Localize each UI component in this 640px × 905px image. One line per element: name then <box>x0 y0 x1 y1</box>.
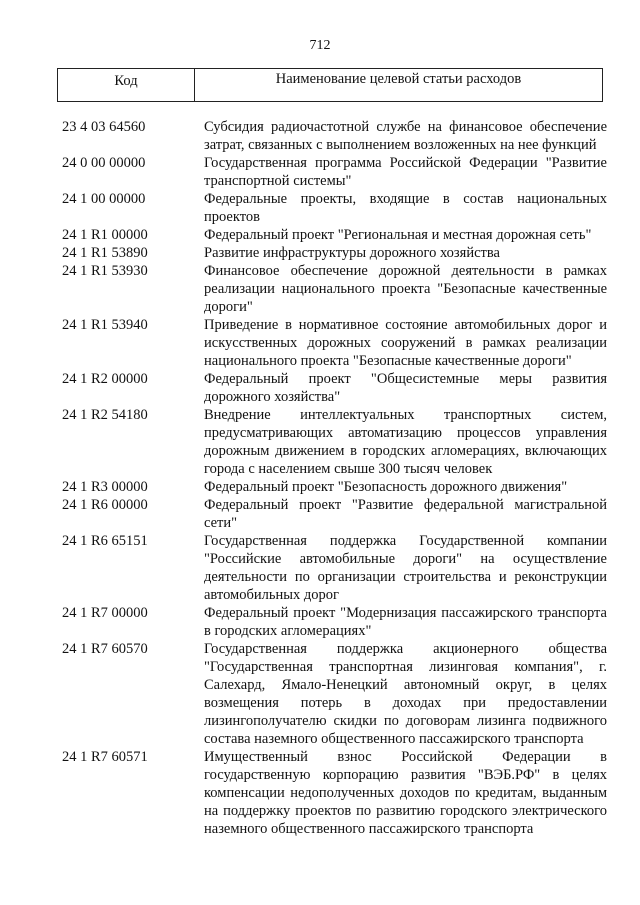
row-description: Федеральный проект "Региональная и местная дорожная сеть" <box>204 227 592 243</box>
table-row <box>0 244 640 262</box>
row-description: Развитие инфраструктуры дорожного хозяйства <box>204 245 500 261</box>
row-code: 24 1 R3 00000 <box>62 479 148 495</box>
row-description: Федеральный проект "Модернизация пассажирского транспорта в городских агломерациях" <box>204 605 607 639</box>
row-description: Финансовое обеспечение дорожной деятельности в рамках реализации национального проекта "Безопасные качественные дороги" <box>204 263 607 315</box>
header-code: Код <box>58 69 195 101</box>
row-code: 24 1 R7 00000 <box>62 605 148 621</box>
row-code: 24 0 00 00000 <box>62 155 146 171</box>
table-body <box>0 118 640 838</box>
table-row <box>0 226 640 244</box>
row-code: 24 1 R1 53940 <box>62 317 148 333</box>
row-code: 24 1 R6 00000 <box>62 497 148 513</box>
row-code: 24 1 R1 53930 <box>62 263 148 279</box>
row-description: Государственная поддержка акционерного общества "Государственная транспортная лизинговая компания", г. Салехард, Ямало-Ненецкий автономный округ, в целях возмещения потерь в доходах при предоставлении лизингополучателю скидки по договорам лизинга подвижного состава наземного общественного пассажирского транспорта <box>204 641 607 747</box>
row-description: Государственная программа Российской Федерации "Развитие транспортной системы" <box>204 155 607 189</box>
row-code: 24 1 R1 53890 <box>62 245 148 261</box>
table-row <box>0 748 640 838</box>
row-code: 24 1 R7 60571 <box>62 749 148 765</box>
table-row <box>0 118 640 154</box>
row-description: Приведение в нормативное состояние автомобильных дорог и искусственных дорожных сооружений в рамках реализации национального проекта "Безопасные качественные дороги" <box>204 317 607 369</box>
row-description: Федеральный проект "Общесистемные меры развития дорожного хозяйства" <box>204 371 607 405</box>
row-code: 24 1 R2 00000 <box>62 371 148 387</box>
table-row <box>0 154 640 190</box>
row-code: 24 1 R1 00000 <box>62 227 148 243</box>
table-row <box>0 478 640 496</box>
header-name: Наименование целевой статьи расходов <box>275 71 522 87</box>
table-row <box>0 640 640 748</box>
table-row <box>0 604 640 640</box>
table-row <box>0 496 640 532</box>
table-row <box>0 406 640 478</box>
table-row <box>0 262 640 316</box>
table-row <box>0 532 640 604</box>
row-code: 24 1 00 00000 <box>62 191 146 207</box>
row-description: Федеральные проекты, входящие в состав национальных проектов <box>204 191 607 225</box>
row-code: 24 1 R7 60570 <box>62 641 148 657</box>
table-row <box>0 190 640 226</box>
row-description: Государственная поддержка Государственной компании "Российские автомобильные дороги" на осуществление деятельности по организации строительства и реконструкции автомобильных дорог <box>204 533 607 603</box>
row-description: Федеральный проект "Развитие федеральной магистральной сети" <box>204 497 607 531</box>
page-number: 712 <box>309 38 331 53</box>
row-description: Субсидия радиочастотной службе на финансовое обеспечение затрат, связанных с выполнением возложенных на нее функций <box>204 119 607 153</box>
table-row <box>0 316 640 370</box>
row-code: 24 1 R2 54180 <box>62 407 148 423</box>
row-description: Федеральный проект "Безопасность дорожного движения" <box>204 479 568 495</box>
table-header <box>57 68 603 102</box>
row-code: 24 1 R6 65151 <box>62 533 148 549</box>
row-code: 23 4 03 64560 <box>62 119 146 135</box>
table-row <box>0 370 640 406</box>
row-description: Внедрение интеллектуальных транспортных систем, предусматривающих автоматизацию процессов управления дорожным движением в городских агломерациях, включающих города с населением свыше 300 тысяч человек <box>204 407 607 477</box>
row-description: Имущественный взнос Российской Федерации в государственную корпорацию развития "ВЭБ.РФ" в целях компенсации недополученных доходов по кредитам, выданным на поддержку проектов по развитию городского электрического наземного общественного пассажирского транспорта <box>204 749 607 837</box>
